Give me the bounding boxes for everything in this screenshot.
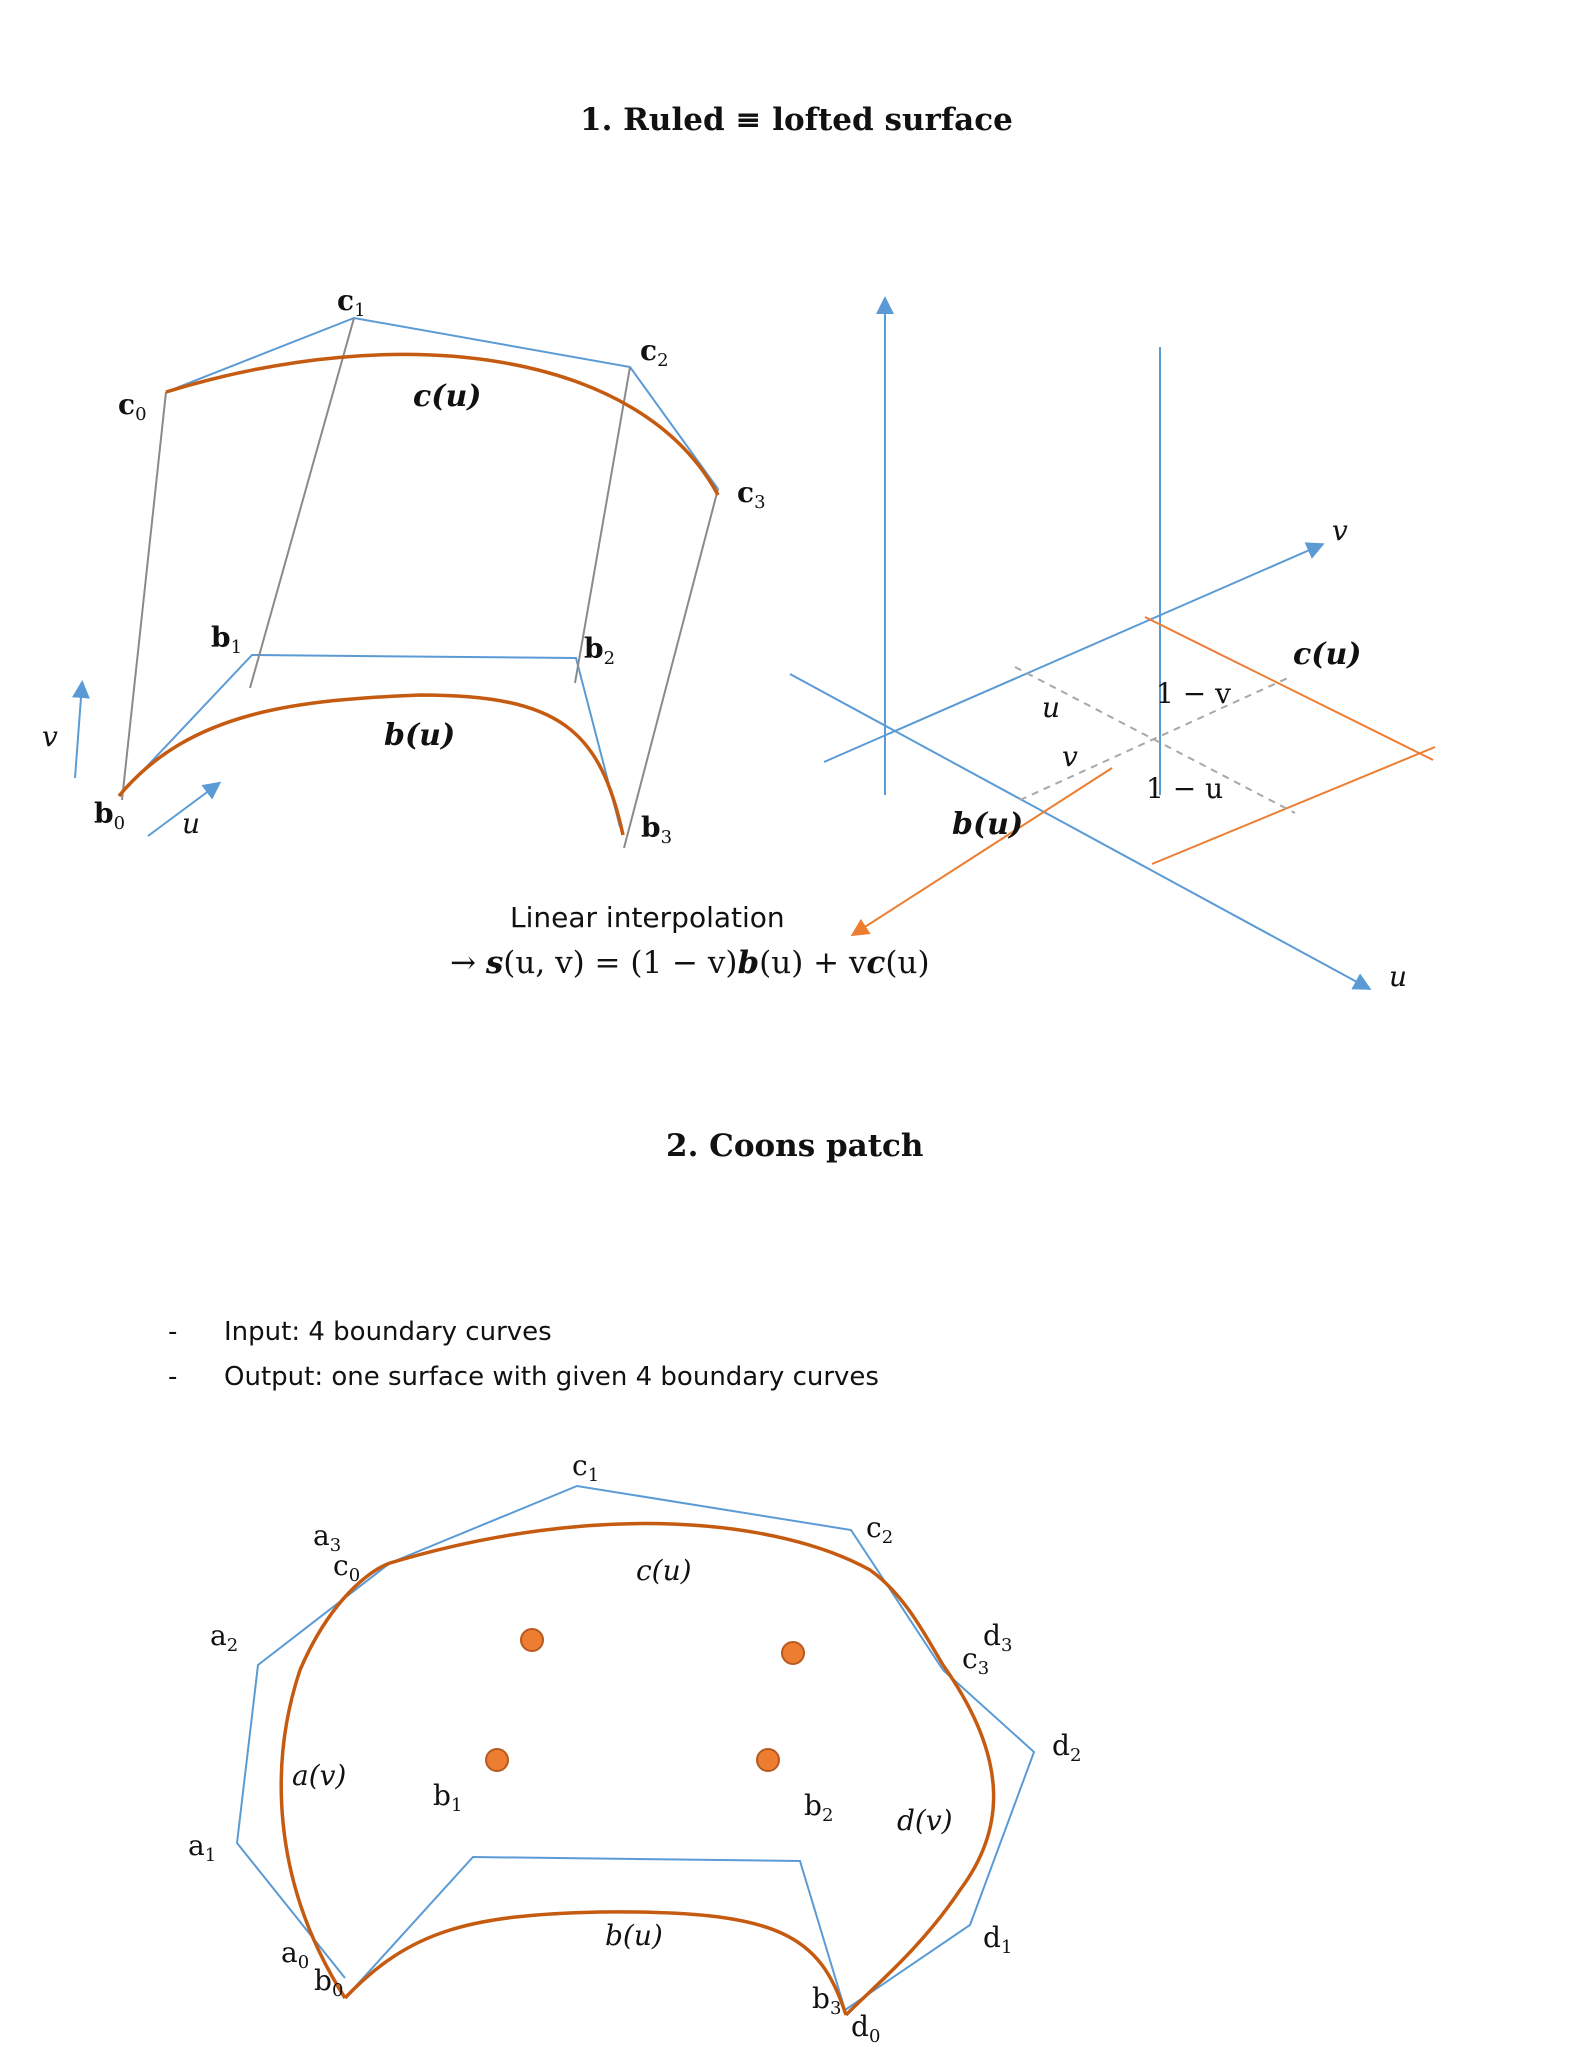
label-c-u-2: c(u): [636, 1554, 692, 1587]
label-b0: b0: [94, 797, 126, 834]
label-domain-u: u: [1389, 960, 1408, 993]
ruling-line-0: [122, 392, 166, 800]
label-domain-v: v: [1332, 514, 1348, 547]
label-b2-2: b2: [804, 1789, 834, 1826]
bullet-dash-1: -: [168, 1317, 178, 1347]
label-d0: d0: [851, 2010, 881, 2047]
interior-point-2: [782, 1642, 804, 1664]
label-domain-b-u: b(u): [952, 807, 1024, 842]
label-c2: c2: [640, 334, 669, 371]
label-d3: d3: [983, 1619, 1013, 1656]
label-b-u: b(u): [384, 718, 456, 753]
label-c-u: c(u): [413, 379, 482, 414]
ruling-line-3: [624, 489, 718, 848]
label-b1: b1: [211, 621, 243, 658]
label-d2: d2: [1052, 1729, 1082, 1766]
label-b-u-2: b(u): [605, 1919, 663, 1952]
label-d-v: d(v): [897, 1804, 953, 1837]
parameter-domain-diagram: [790, 300, 1435, 993]
label-c1: c1: [337, 284, 366, 321]
d-control-polygon: [845, 1670, 1034, 2010]
section1-title: 1. Ruled ≡ lofted surface: [580, 102, 1013, 138]
label-a-v: a(v): [292, 1759, 347, 1792]
label-a3: a3: [313, 1519, 342, 1556]
label-a2: a2: [210, 1619, 239, 1656]
bullet-output: Output: one surface with given 4 boundary curves: [224, 1362, 879, 1392]
ruled-surface-diagram: [42, 284, 766, 848]
label-domain-v-small: v: [1062, 740, 1078, 773]
u-axis-line: [790, 674, 1368, 988]
label-b3: b3: [641, 811, 673, 848]
label-d1: d1: [983, 1921, 1013, 1958]
label-c3: c3: [737, 476, 766, 513]
label-c3-2: c3: [962, 1642, 990, 1679]
label-c2-2: c2: [866, 1511, 894, 1548]
b-control-polygon-2: [345, 1857, 845, 2010]
label-b1-2: b1: [433, 1779, 463, 1816]
label-b2: b2: [584, 632, 616, 669]
curve-d-v: [846, 1665, 994, 2015]
v-axis-line: [824, 545, 1321, 762]
bullet-input: Input: 4 boundary curves: [224, 1317, 552, 1347]
orange-edge-right: [1152, 747, 1435, 864]
label-c0-2: c0: [333, 1549, 361, 1586]
label-c1-2: c1: [572, 1449, 600, 1486]
label-a0: a0: [281, 1936, 310, 1973]
orange-b-arrow: [854, 768, 1112, 934]
label-domain-c-u: c(u): [1293, 637, 1362, 672]
ruling-line-1: [250, 318, 354, 688]
label-u-axis: u: [182, 807, 201, 840]
section2-title: 2. Coons patch: [666, 1128, 924, 1164]
label-domain-u-small: u: [1042, 691, 1061, 724]
v-direction-arrow: [75, 684, 82, 778]
label-one-minus-v: 1 − v: [1156, 677, 1231, 710]
label-one-minus-u: 1 − u: [1146, 772, 1224, 805]
coons-patch-diagram: [188, 1449, 1081, 2047]
interior-point-3: [486, 1749, 508, 1771]
bullet-dash-2: -: [168, 1362, 178, 1392]
ruled-surface-formula: → s(u, v) = (1 − v)b(u) + vc(u): [450, 945, 930, 981]
interior-point-4: [757, 1749, 779, 1771]
label-b3-2: b3: [812, 1982, 842, 2019]
label-b0-2: b0: [314, 1964, 344, 2001]
curve-b-u-2: [345, 1912, 846, 2015]
interior-point-1: [521, 1629, 543, 1651]
label-a1: a1: [188, 1829, 217, 1866]
label-v-axis: v: [42, 720, 58, 753]
label-c0: c0: [118, 388, 147, 425]
linear-interpolation-label: Linear interpolation: [510, 901, 785, 934]
